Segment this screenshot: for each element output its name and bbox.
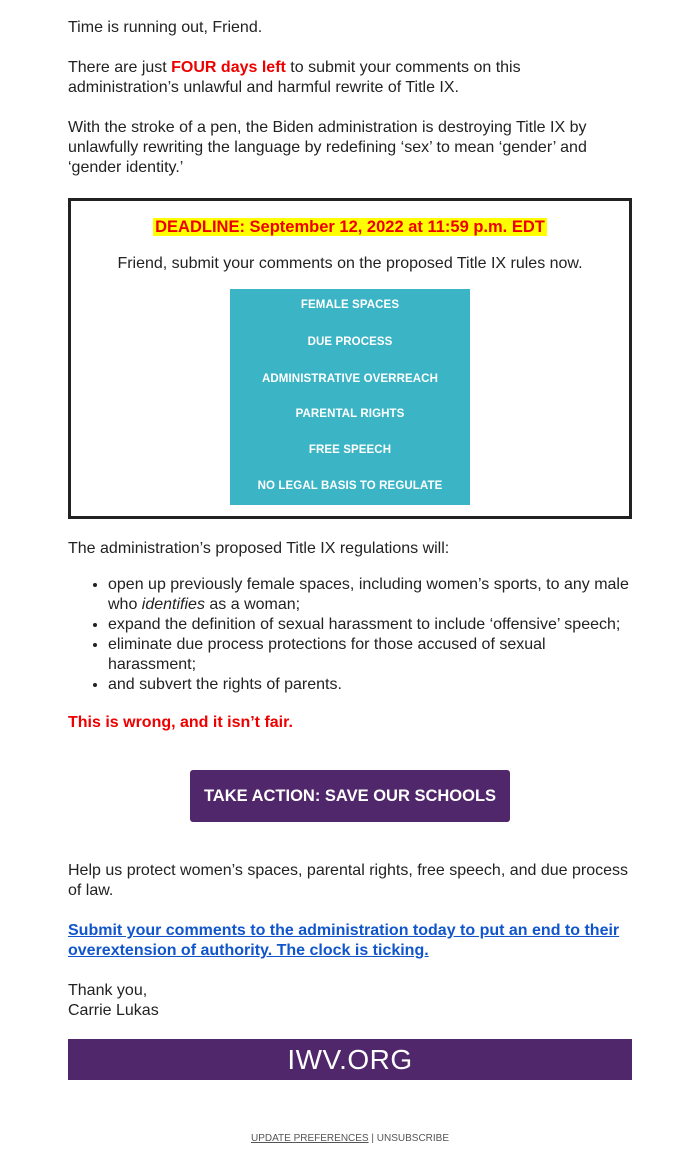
cta-wrapper bbox=[68, 770, 632, 822]
intro-paragraph bbox=[68, 58, 632, 98]
deadline-line bbox=[71, 217, 629, 238]
thanks-line: Thank you, bbox=[68, 982, 148, 999]
issue-due-process: DUE PROCESS bbox=[307, 336, 393, 348]
issue-free-speech: FREE SPEECH bbox=[308, 444, 392, 456]
take-action-button[interactable]: TAKE ACTION: SAVE OUR SCHOOLS bbox=[190, 770, 510, 822]
title-ix-paragraph: With the stroke of a pen, the Biden administration is destroying Title IX by unlawfully rewriting the language by redefining ‘sex’ to mean ‘gender’ and ‘gender identity.’ bbox=[68, 119, 587, 176]
intro-after: to submit your comments on this administration’s unlawful and harmful rewrite of Title IX. bbox=[68, 59, 521, 96]
issue-administrative-overreach: ADMINISTRATIVE OVERREACH bbox=[262, 373, 438, 385]
iwv-banner[interactable]: IWV.ORG bbox=[68, 1039, 632, 1080]
days-left-highlight: FOUR days left bbox=[171, 59, 286, 76]
submit-comments-link[interactable]: Submit your comments to the administration today to put an end to their overextension of authority. The clock is ticking. bbox=[68, 922, 620, 959]
list-item: • and subvert the rights of parents. bbox=[108, 675, 632, 695]
deadline-text: DEADLINE: September 12, 2022 at 11:59 p.m. EDT bbox=[155, 218, 545, 236]
list-item: • eliminate due process protections for those accused of sexual harassment; bbox=[108, 635, 632, 675]
list-item: • open up previously female spaces, including women’s sports, to any male who identifies as a woman; bbox=[108, 575, 632, 615]
submit-now-text: Friend, submit your comments on the proposed Title IX rules now. bbox=[117, 255, 583, 272]
footer-separator: | bbox=[368, 1133, 377, 1144]
greeting: Time is running out, Friend. bbox=[68, 19, 263, 36]
footer bbox=[0, 1133, 700, 1144]
issues-graphic[interactable] bbox=[230, 289, 470, 505]
issue-female-spaces: FEMALE SPACES bbox=[300, 299, 400, 311]
issue-no-legal-basis: NO LEGAL BASIS TO REGULATE bbox=[257, 480, 443, 492]
signature: Carrie Lukas bbox=[68, 1002, 159, 1019]
identifies-italic: identifies bbox=[141, 596, 205, 613]
regs-intro: The administration’s proposed Title IX regulations will: bbox=[68, 540, 450, 557]
update-preferences-link[interactable]: UPDATE PREFERENCES bbox=[250, 1133, 369, 1144]
wrong-statement: This is wrong, and it isn’t fair. bbox=[68, 714, 293, 731]
regs-list bbox=[68, 575, 632, 695]
intro-before: There are just bbox=[68, 59, 172, 76]
email-body bbox=[68, 18, 632, 1021]
deadline-box bbox=[68, 198, 632, 519]
list-item: • expand the definition of sexual harassment to include ‘offensive’ speech; bbox=[108, 615, 632, 635]
issue-parental-rights: PARENTAL RIGHTS bbox=[295, 408, 405, 420]
unsubscribe-link[interactable]: UNSUBSCRIBE bbox=[376, 1133, 450, 1144]
help-paragraph: Help us protect women’s spaces, parental rights, free speech, and due process of law. bbox=[68, 862, 629, 899]
